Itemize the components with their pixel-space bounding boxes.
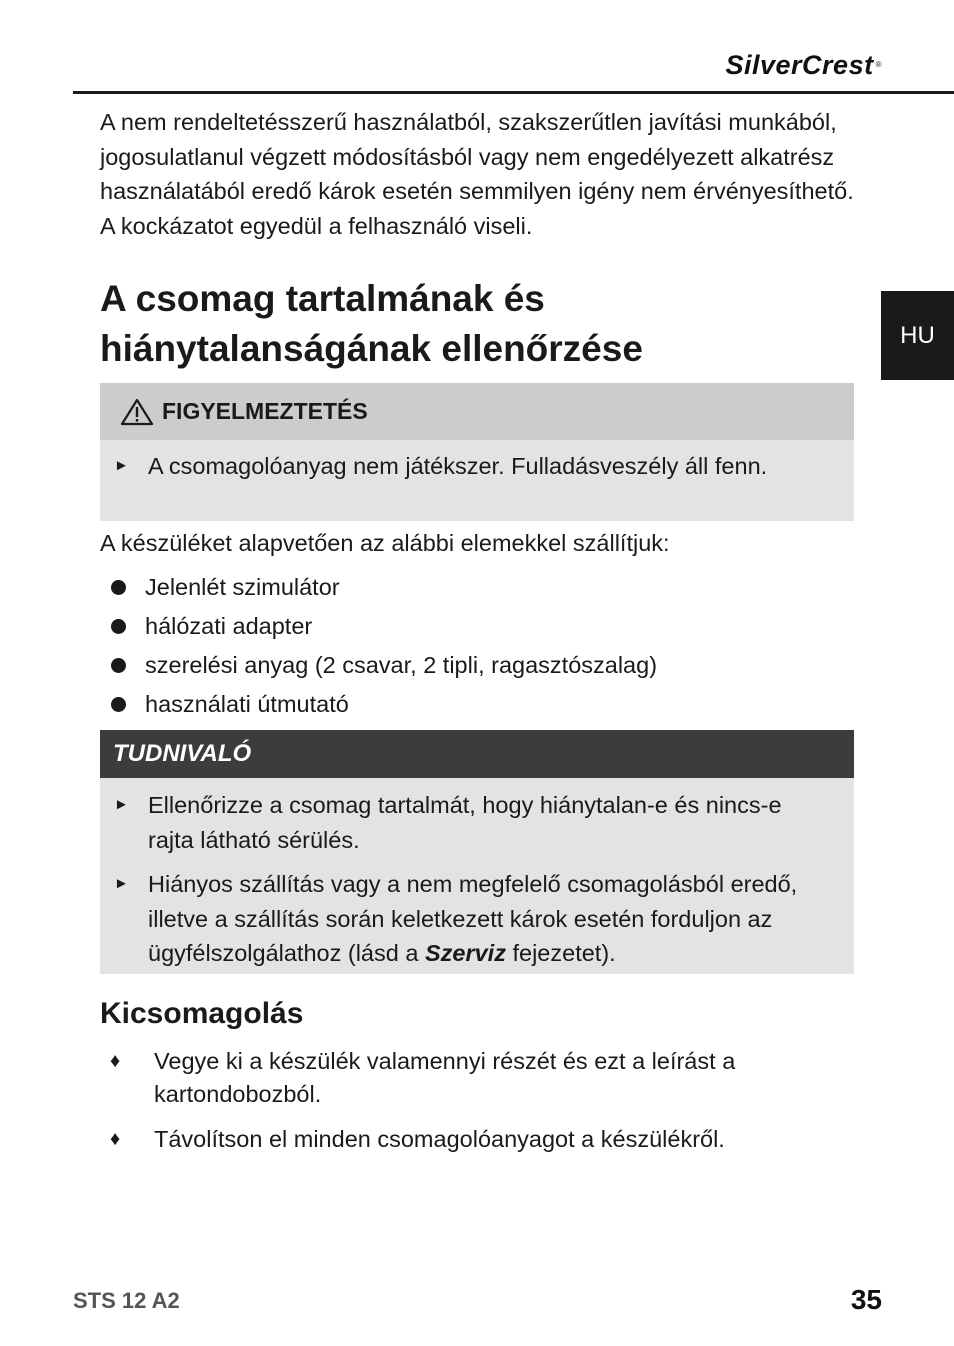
list-item-text: használati útmutató [145, 691, 349, 717]
bullet-icon [111, 658, 126, 673]
language-tab: HU [881, 291, 954, 380]
note-item [100, 867, 854, 971]
arrow-icon: ► [114, 457, 129, 474]
brand-logo [726, 50, 883, 81]
list-item-text: Távolítson el minden csomagolóanyagot a készülékről. [154, 1126, 725, 1152]
warning-item-text: A csomagolóanyag nem játékszer. Fulladásveszély áll fenn. [148, 453, 768, 479]
delivery-list [100, 568, 657, 724]
arrow-icon: ► [114, 796, 129, 813]
note-box [100, 730, 854, 974]
list-item [100, 568, 657, 607]
list-item [100, 607, 657, 646]
unpacking-list [100, 1045, 860, 1168]
service-chapter-ref: Szerviz [424, 940, 506, 966]
delivery-lead: A készüléket alapvetően az alábbi elemekkel szállítjuk: [100, 530, 670, 556]
note-item-text-start: Hiányos szállítás vagy a nem megfelelő csomagolásból eredő, illetve a szállítás során keletkezett károk esetén forduljon az ügyfélszolgálathoz (lásd a [148, 871, 798, 966]
diamond-icon: ♦ [110, 1128, 121, 1150]
bullet-icon [111, 580, 126, 595]
warning-title: FIGYELMEZTETÉS [162, 398, 368, 424]
unpacking-title: Kicsomagolás [100, 997, 304, 1030]
warning-header [100, 383, 854, 440]
note-item-text [148, 867, 828, 971]
list-item [100, 1045, 860, 1111]
warning-box [100, 383, 854, 521]
header-rule [73, 91, 954, 94]
list-item [100, 1123, 860, 1156]
arrow-icon: ► [114, 875, 129, 892]
note-header: TUDNIVALÓ [100, 730, 854, 778]
list-item-text: szerelési anyag (2 csavar, 2 tipli, ragasztószalag) [145, 652, 658, 678]
intro-paragraph: A nem rendeltetésszerű használatból, szakszerűtlen javítási munkából, jogosulatlanul végzett módosításból vagy nem engedélyezett alkatrész használatából eredő károk esetén semmilyen igény nem érvényesíthető. A kockázatot egyedül a felhasználó viseli. [100, 109, 854, 239]
note-item [100, 788, 854, 857]
note-item-text: Ellenőrizze a csomag tartalmát, hogy hiánytalan-e és nincs-e rajta látható sérülés. [148, 792, 782, 853]
registered-mark: ® [875, 60, 882, 69]
list-item [100, 685, 657, 724]
bullet-icon [111, 697, 126, 712]
section-title: A csomag tartalmának és hiánytalanságának ellenőrzése [100, 278, 643, 369]
list-item-text: Jelenlét szimulátor [145, 574, 340, 600]
note-item-text-end: fejezetet). [505, 940, 616, 966]
bullet-icon [111, 619, 126, 634]
page-number: 35 [850, 1284, 882, 1315]
list-item-text: hálózati adapter [145, 613, 313, 639]
list-item-text: Vegye ki a készülék valamennyi részét és ezt a leírást a kartondobozból. [154, 1048, 736, 1107]
footer-model: STS 12 A2 [73, 1288, 180, 1313]
diamond-icon: ♦ [110, 1050, 121, 1072]
note-body [100, 778, 854, 971]
list-item [100, 646, 657, 685]
brand-name: SilverCrest [725, 50, 874, 80]
warning-triangle-icon [120, 398, 154, 426]
warning-item [100, 449, 854, 484]
